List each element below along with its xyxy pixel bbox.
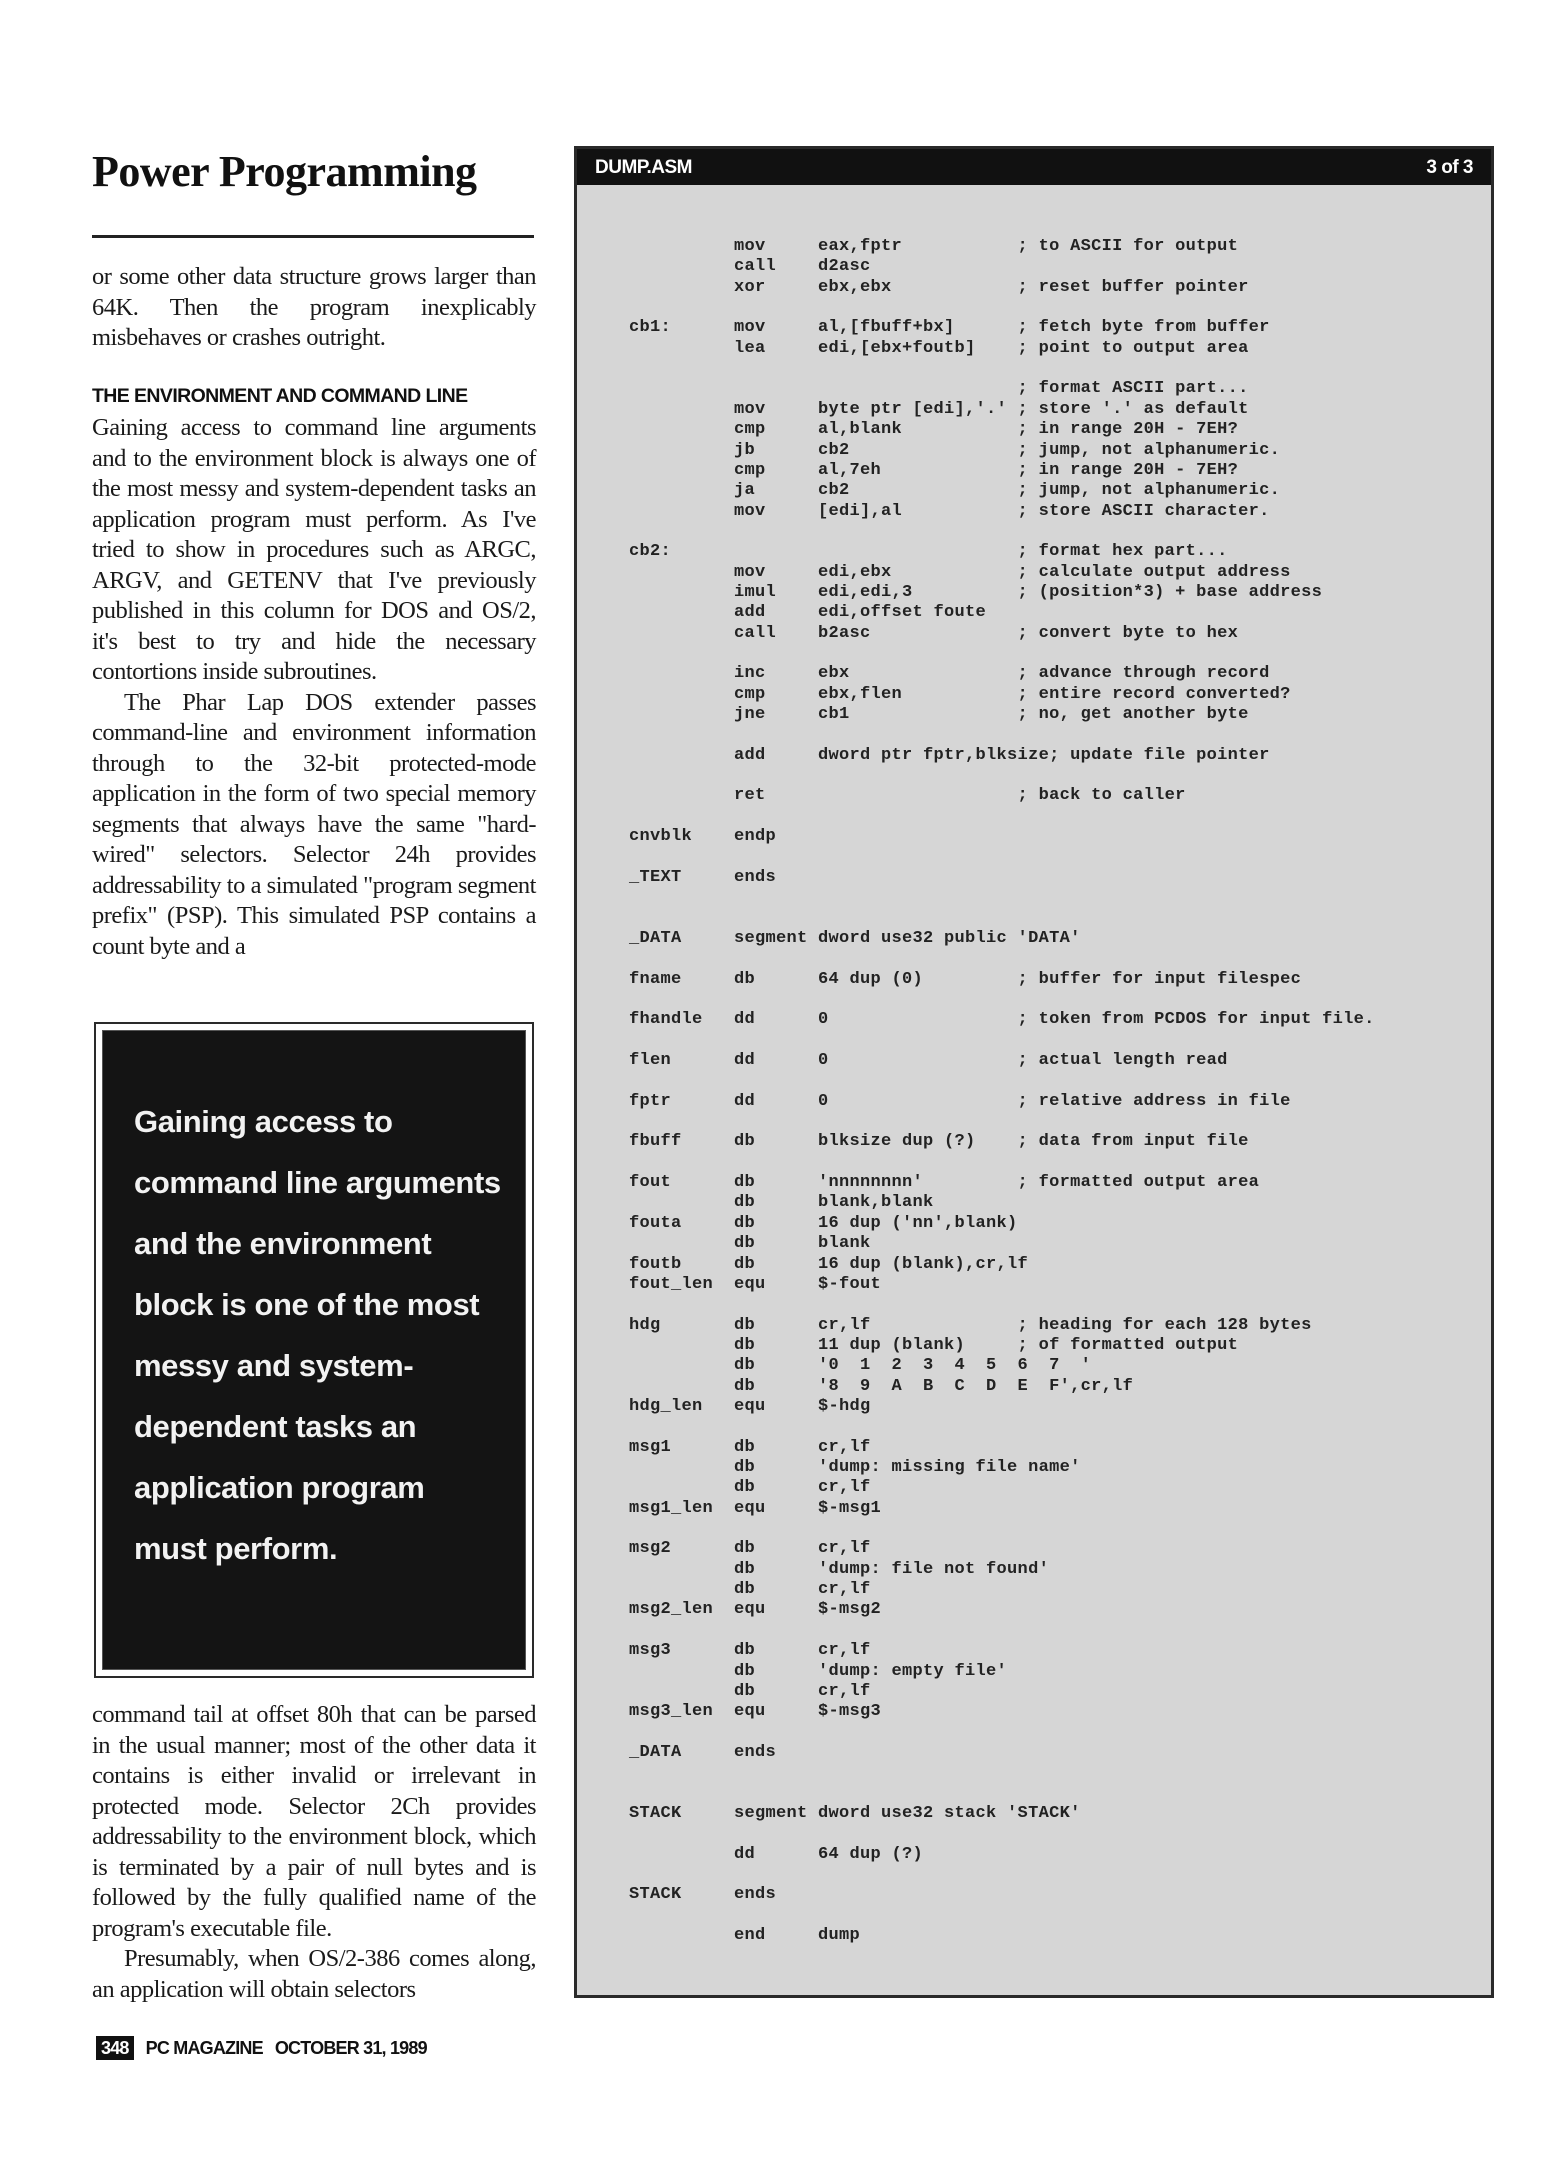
body-text-block <box>92 413 536 962</box>
code-line: dd 64 dup (?) <box>629 1845 924 1864</box>
code-line: ; format ASCII part... <box>629 379 1249 398</box>
code-line: db 'dump: file not found' <box>629 1560 1050 1579</box>
listing-code <box>577 149 1491 1995</box>
code-line: msg2_len equ $-msg2 <box>629 1600 882 1619</box>
code-line: cb1: mov al,[fbuff+bx] ; fetch byte from buffer <box>629 318 1270 337</box>
code-line: imul edi,edi,3 ; (position*3) + base address <box>629 583 1323 602</box>
code-line: db '0 1 2 3 4 5 6 7 ' <box>629 1356 1092 1375</box>
code-line: msg1_len equ $-msg1 <box>629 1499 882 1518</box>
code-listing-panel <box>574 146 1494 1998</box>
code-line: _TEXT ends <box>629 868 777 887</box>
code-line: STACK ends <box>629 1885 777 1904</box>
code-line: fout_len equ $-fout <box>629 1275 882 1294</box>
code-line: call d2asc <box>629 257 871 276</box>
code-line: ja cb2 ; jump, not alphanumeric. <box>629 481 1281 500</box>
code-line: xor ebx,ebx ; reset buffer pointer <box>629 278 1249 297</box>
code-line: cnvblk endp <box>629 827 777 846</box>
code-line: mov edi,ebx ; calculate output address <box>629 563 1291 582</box>
code-line: msg2 db cr,lf <box>629 1539 871 1558</box>
code-line: msg3 db cr,lf <box>629 1641 871 1660</box>
code-line: db '8 9 A B C D E F',cr,lf <box>629 1377 1134 1396</box>
issue-date: OCTOBER 31, 1989 <box>274 2037 427 2058</box>
page-footer <box>96 2035 427 2061</box>
code-line: msg1 db cr,lf <box>629 1438 871 1457</box>
code-line: jne cb1 ; no, get another byte <box>629 705 1249 724</box>
code-line: fhandle dd 0 ; token from PCDOS for input file. <box>629 1010 1375 1029</box>
code-line: fbuff db blksize dup (?) ; data from input file <box>629 1132 1249 1151</box>
code-line: cb2: ; format hex part... <box>629 542 1228 561</box>
code-line: foutb db 16 dup (blank),cr,lf <box>629 1255 1029 1274</box>
code-line: inc ebx ; advance through record <box>629 664 1270 683</box>
code-line: end dump <box>629 1926 861 1945</box>
code-line: fname db 64 dup (0) ; buffer for input filespec <box>629 970 1302 989</box>
section-heading: THE ENVIRONMENT AND COMMAND LINE <box>92 385 468 407</box>
code-line: fptr dd 0 ; relative address in file <box>629 1092 1291 1111</box>
code-line: lea edi,[ebx+foutb] ; point to output area <box>629 339 1249 358</box>
body-paragraph: command tail at offset 80h that can be parsed in the usual manner; most of the other data it contains is either invalid or irrelevant in protected mode. Selector 2Ch provides addressability to the environment block, which is terminated by a pair of null bytes and is followed by the fully qualified name of the program's executable file. <box>92 1701 536 1942</box>
code-line: msg3_len equ $-msg3 <box>629 1702 882 1721</box>
code-line: fout db 'nnnnnnnn' ; formatted output area <box>629 1173 1260 1192</box>
code-line: db cr,lf <box>629 1682 871 1701</box>
body-paragraph-continued: or some other data structure grows larger than 64K. Then the program inexplicably misbehaves or crashes outright. <box>92 263 536 351</box>
code-line: mov byte ptr [edi],'.' ; store '.' as default <box>629 400 1249 419</box>
pull-quote-box <box>94 1022 534 1678</box>
body-paragraph: The Phar Lap DOS extender passes command-line and environment information through to the 32-bit protected-mode application in the form of two special memory segments that always have the same "hard-wired" selectors. Selector 24h provides addressability to a simulated "program segment prefix" (PSP). This simulated PSP contains a count byte and a <box>92 688 536 960</box>
code-line: _DATA ends <box>629 1743 777 1762</box>
code-line: flen dd 0 ; actual length read <box>629 1051 1228 1070</box>
code-line: db 'dump: empty file' <box>629 1662 1008 1681</box>
section-title: Power Programming <box>92 147 477 196</box>
code-line: _DATA segment dword use32 public 'DATA' <box>629 929 1081 948</box>
title-rule <box>92 235 534 238</box>
code-line: db 'dump: missing file name' <box>629 1458 1081 1477</box>
code-line: db blank <box>629 1234 871 1253</box>
code-line: db cr,lf <box>629 1478 871 1497</box>
body-paragraph: Gaining access to command line arguments and to the environment block is always one of the most messy and system-dependent tasks an application program must perform. As I've tried to show in procedures such as ARGC, ARGV, and GETENV that I've previously published in this column for DOS and OS/2, it's best to try and hide the necessary contortions inside subroutines. <box>92 414 536 685</box>
code-line: mov eax,fptr ; to ASCII for output <box>629 237 1239 256</box>
pull-quote-text: Gaining access to command line arguments and the environment block is one of the most messy and system-dependent tasks an application program must perform. <box>134 1104 501 1566</box>
code-line: ret ; back to caller <box>629 786 1186 805</box>
code-line: STACK segment dword use32 stack 'STACK' <box>629 1804 1081 1823</box>
code-line: call b2asc ; convert byte to hex <box>629 624 1239 643</box>
code-line: hdg db cr,lf ; heading for each 128 bytes <box>629 1316 1312 1335</box>
code-line: db cr,lf <box>629 1580 871 1599</box>
listing-filename: DUMP.ASM <box>595 157 692 178</box>
body-text-block <box>92 1700 536 2005</box>
code-line: jb cb2 ; jump, not alphanumeric. <box>629 441 1281 460</box>
body-paragraph: Presumably, when OS/2-386 comes along, an application will obtain selectors <box>92 1945 536 2003</box>
code-line: add dword ptr fptr,blksize; update file pointer <box>629 746 1270 765</box>
listing-page-indicator: 3 of 3 <box>1426 157 1473 178</box>
code-line: cmp al,7eh ; in range 20H - 7EH? <box>629 461 1239 480</box>
code-line: db blank,blank <box>629 1193 934 1212</box>
code-line: mov [edi],al ; store ASCII character. <box>629 502 1270 521</box>
publication-name: PC MAGAZINE <box>145 2037 263 2058</box>
pull-quote-panel <box>102 1030 526 1670</box>
code-line: db 11 dup (blank) ; of formatted output <box>629 1336 1239 1355</box>
page-number: 348 <box>96 2036 134 2060</box>
code-line: add edi,offset foute <box>629 603 987 622</box>
code-line: fouta db 16 dup ('nn',blank) <box>629 1214 1018 1233</box>
code-line: cmp al,blank ; in range 20H - 7EH? <box>629 420 1239 439</box>
code-line: hdg_len equ $-hdg <box>629 1397 871 1416</box>
code-line: cmp ebx,flen ; entire record converted? <box>629 685 1291 704</box>
